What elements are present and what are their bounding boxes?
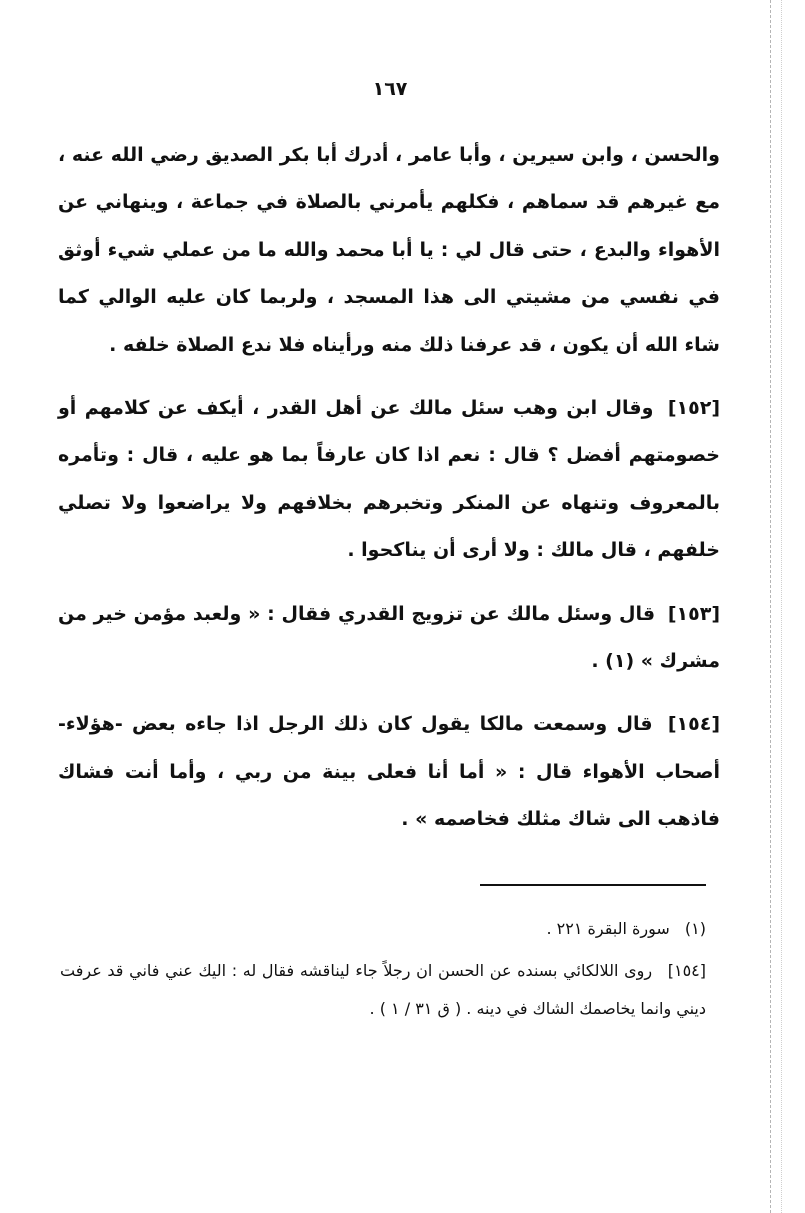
page-number: ١٦٧ (372, 78, 408, 100)
paragraph-153 (58, 591, 720, 686)
footnote-mark: (١) (684, 919, 706, 938)
page-spine-edge (770, 0, 805, 1213)
footnote-text: سورة البقرة ٢٢١ . (546, 919, 670, 938)
footnote-154 (60, 952, 706, 1028)
paragraph-number: [١٥٢] (667, 397, 720, 420)
paragraph-154 (58, 701, 720, 843)
paragraph-text: والحسن ، وابن سيرين ، وأبا عامر ، أدرك أبا بكر الصديق رضي الله عنه ، مع غيرهم قد سماهم ، فكلهم يأمرني بالصلاة في جماعة ، وينهاني عن الأهواء والبدع ، حتى قال لي : يا أبا محمد والله ما من عملي شيء أوثق في نفسي من مشيتي الى هذا المسجد ، ولربما كان عليه الوالي كما شاء الله أن يكون ، قد عرفنا ذلك منه ورأيناه فلا ندع الصلاة خلفه . (58, 144, 720, 356)
footnote-separator (480, 884, 706, 886)
footnote-mark: [١٥٤] (667, 961, 706, 980)
footnote-1 (60, 910, 706, 948)
main-text (58, 132, 720, 844)
paragraph-text: قال وسمعت مالكا يقول كان ذلك الرجل اذا جاءه بعض -هؤلاء- أصحاب الأهواء قال : « أما أنا فعلى بينة من ربي ، وأما أنت فشاك فاذهب الى شاك مثلك فخاصمه » . (58, 713, 720, 831)
paragraph-number: [١٥٤] (667, 713, 720, 736)
paragraph-152 (58, 385, 720, 575)
paragraph-number: [١٥٣] (667, 602, 720, 625)
footnote-text: روى اللالكائي بسنده عن الحسن ان رجلاً جاء ليناقشه فقال له : اليك عني فاني قد عرفت ديني وانما يخاصمك الشاك في دينه . ( ق ٣١ / ١ ) . (60, 961, 706, 1018)
footnotes (60, 910, 706, 1028)
paragraph-text: قال وسئل مالك عن تزويج القدري فقال : « ولعبد مؤمن خير من مشرك » (١) . (58, 602, 720, 673)
paragraph-intro (58, 132, 720, 369)
paragraph-text: وقال ابن وهب سئل مالك عن أهل القدر ، أيكف عن كلامهم أو خصومتهم أفضل ؟ قال : نعم اذا كان عارفاً بما هو عليه ، قال : وتأمره بالمعروف وتنهاه عن المنكر وتخبرهم بخلافهم ولا يراضعوا ولا تصلي خلفهم ، قال مالك : ولا أرى أن يناكحوا . (58, 397, 720, 562)
